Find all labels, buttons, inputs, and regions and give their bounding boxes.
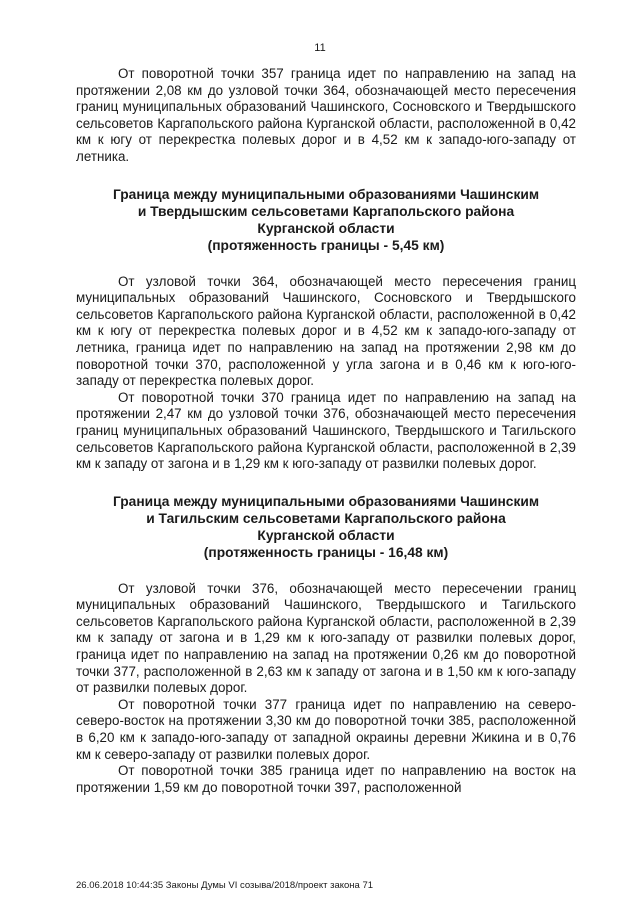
heading-line: Курганской области [257, 220, 395, 236]
paragraph: От поворотной точки 357 граница идет по направлению на запад на протяжении 2,08 км до узловой точки 364, обозначающей место пересечения границ муниципальных образований Чашинского, Сосновского и Твердышского сельсоветов Каргапольского района Курганской области, расположенной в 0,42 км к югу от перекрестка полевых дорог и в 4,52 км к западо-юго-западу от летника. [76, 66, 576, 164]
heading-line: Граница между муниципальными образованиями Чашинским [112, 493, 540, 509]
document-body [76, 66, 576, 796]
heading-length: (протяженность границы - 5,45 км) [207, 237, 445, 253]
paragraph: От поворотной точки 385 граница идет по направлению на восток на протяжении 1,59 км до поворотной точки 397, расположенной [76, 763, 576, 795]
page-number: 11 [314, 42, 326, 54]
heading-line: Курганской области [257, 527, 395, 543]
heading-line: и Твердышским сельсоветами Каргапольского района [137, 203, 515, 219]
paragraph: От узловой точки 376, обозначающей место пересечении границ муниципальных образований Чашинского, Твердышского и Тагильского сельсоветов Каргапольского района Курганской области, расположенной в 2,39 км к западу от загона и в 1,29 км к юго-западу от развилки полевых дорог, граница идет по направлению на запад на протяжении 0,26 км до поворотной точки 377, расположенной в 2,63 км к западу от загона и в 1,50 км к юго-западу от развилки полевых дорог. [76, 580, 576, 696]
section-heading [76, 493, 576, 561]
heading-length: (протяженность границы - 16,48 км) [203, 544, 449, 560]
heading-line: Граница между муниципальными образованиями Чашинским [112, 186, 540, 202]
paragraph: От поворотной точки 377 граница идет по направлению на северо-северо-восток на протяжении 3,30 км до поворотной точки 385, расположенной в 6,20 км к западо-юго-западу от западной окраины деревни Жикина и в 0,76 км к северо-западу от развилки полевых дорог. [76, 696, 576, 762]
paragraph: От узловой точки 364, обозначающей место пересечения границ муниципальных образований Чашинского, Сосновского и Твердышского сельсоветов Каргапольского района Курганской области, расположенной в 0,42 км к югу от перекрестка полевых дорог и в 4,52 км к западо-юго-западу от летника, граница идет по направлению на запад на протяжении 2,98 км до поворотной точки 370, расположенной у угла загона и в 0,46 км к юго-юго-западу от перекрестка полевых дорог. [76, 273, 576, 389]
heading-line: и Тагильским сельсоветами Каргапольского района [146, 510, 506, 526]
section-heading [76, 186, 576, 254]
paragraph: От поворотной точки 370 граница идет по направлению на запад на протяжении 2,47 км до узловой точки 376, обозначающей место пересечения границ муниципальных образований Чашинского, Твердышского и Тагильского сельсоветов Каргапольского района Курганской области, расположенной в 2,39 км к западу от загона и в 1,29 км к юго-западу от развилки полевых дорог. [76, 389, 576, 472]
footer-path: 26.06.2018 10:44:35 Законы Думы VI созыва/2018/проект закона 71 [76, 880, 374, 891]
